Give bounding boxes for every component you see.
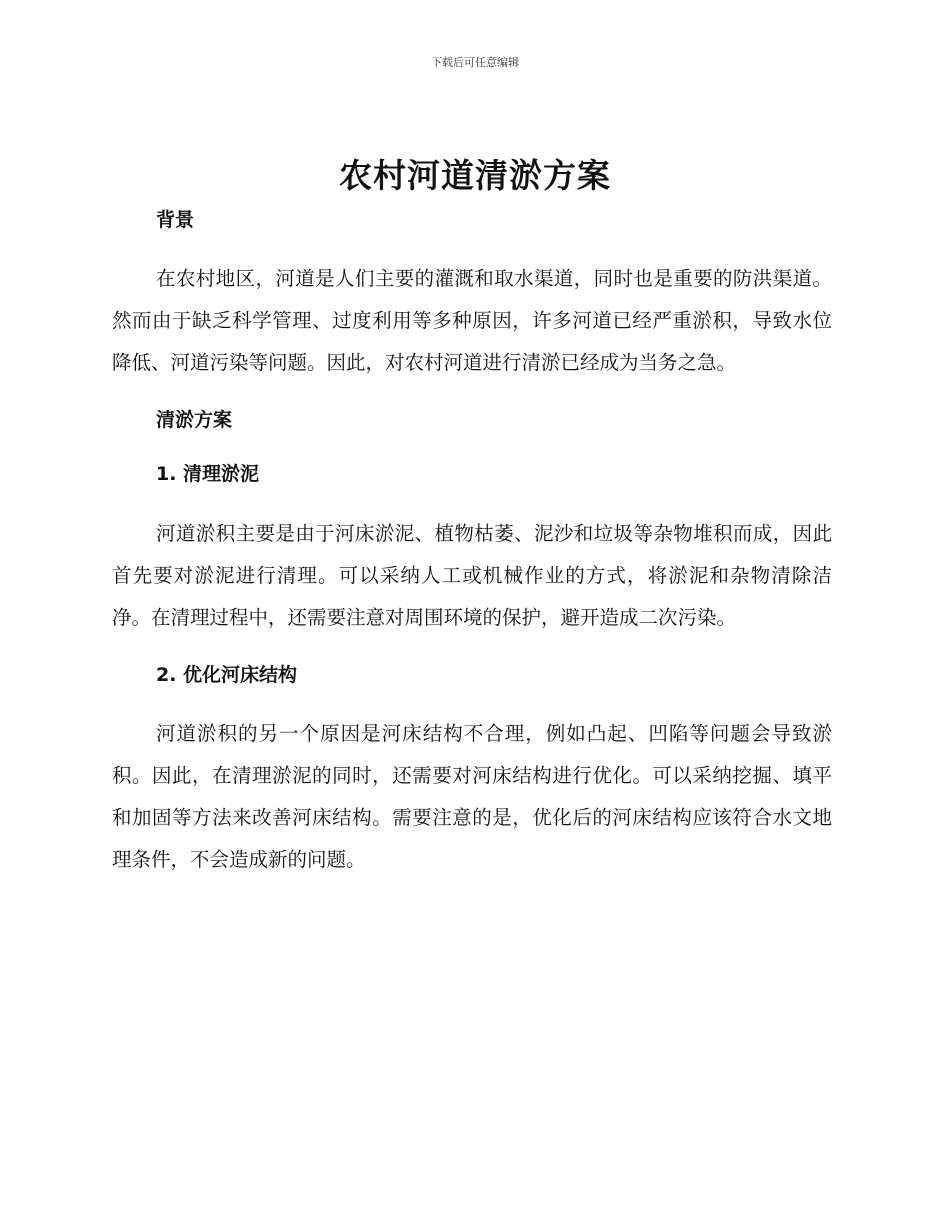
section-heading-plan: 清淤方案 — [156, 409, 233, 431]
document-title: 农村河道清淤方案 — [339, 156, 611, 195]
document-body — [112, 204, 832, 881]
paragraph-optimize-riverbed: 河道淤积的另一个原因是河床结构不合理，例如凸起、凹陷等问题会导致淤积。因此，在清理淤泥的同时，还需要对河床结构进行优化。可以采纳挖掘、填平和加固等方法来改善河床结构。需要注意的是，优化后的河床结构应该符合水文地理条件，不会造成新的问题。 — [112, 722, 832, 871]
subheading-clear-silt: 1. 清理淤泥 — [156, 463, 260, 485]
header-note: 下载后可任意编辑 — [431, 56, 519, 69]
paragraph-clear-silt: 河道淤积主要是由于河床淤泥、植物枯萎、泥沙和垃圾等杂物堆积而成，因此首先要对淤泥进行清理。可以采纳人工或机械作业的方式，将淤泥和杂物清除洁净。在清理过程中，还需要注意对周围环境的保护，避开造成二次污染。 — [112, 522, 832, 629]
section-heading-background: 背景 — [156, 209, 195, 231]
paragraph-background: 在农村地区，河道是人们主要的灌溉和取水渠道，同时也是重要的防洪渠道。然而由于缺乏科学管理、过度利用等多种原因，许多河道已经严重淤积，导致水位降低、河道污染等问题。因此，对农村河道进行清淤已经成为当务之急。 — [112, 267, 832, 374]
subheading-optimize-riverbed: 2. 优化河床结构 — [156, 664, 298, 686]
